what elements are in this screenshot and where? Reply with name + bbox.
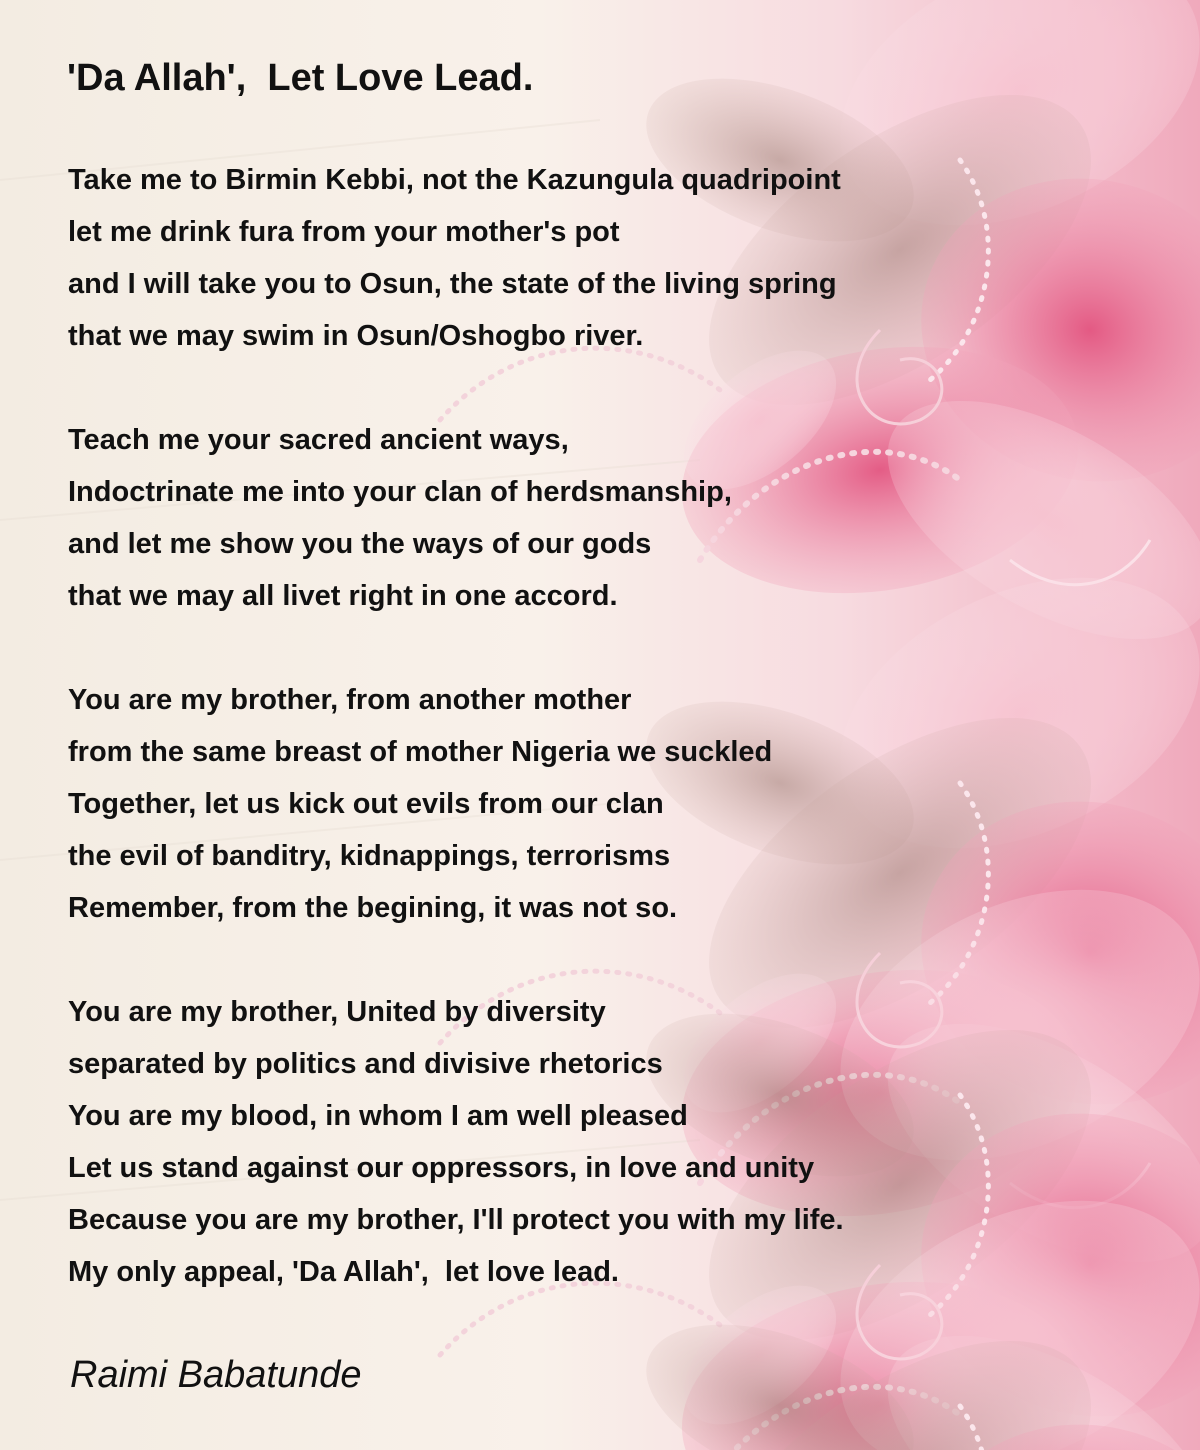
- poem-line: Together, let us kick out evils from our clan: [68, 788, 664, 820]
- poem-line: the evil of banditry, kidnappings, terrorisms: [68, 840, 671, 872]
- stanza-3: [68, 674, 1168, 934]
- poem-line: and I will take you to Osun, the state of the living spring: [68, 268, 837, 300]
- poem-line: Take me to Birmin Kebbi, not the Kazungula quadripoint: [68, 164, 841, 196]
- stanza-4: [68, 986, 1168, 1298]
- stanza-2: [68, 414, 1168, 622]
- stanza-1: [68, 154, 1168, 362]
- author-name: Raimi Babatunde: [70, 1354, 362, 1396]
- poem-line: My only appeal, 'Da Allah', let love lead.: [68, 1256, 619, 1288]
- poem-line: Remember, from the begining, it was not so.: [68, 892, 678, 924]
- poem-line: Because you are my brother, I'll protect you with my life.: [68, 1204, 844, 1236]
- poem-title: 'Da Allah', Let Love Lead.: [67, 57, 534, 99]
- poem-body: [68, 154, 1168, 1350]
- poem-line: You are my brother, United by diversity: [68, 996, 606, 1028]
- poem-line: from the same breast of mother Nigeria we suckled: [68, 736, 773, 768]
- poem-line: let me drink fura from your mother's pot: [68, 216, 620, 248]
- poem-line: You are my blood, in whom I am well pleased: [68, 1100, 688, 1132]
- poem-line: separated by politics and divisive rhetorics: [68, 1048, 663, 1080]
- poem-line: that we may all livet right in one accord.: [68, 580, 618, 612]
- poem-line: that we may swim in Osun/Oshogbo river.: [68, 320, 644, 352]
- poem-line: Teach me your sacred ancient ways,: [68, 424, 569, 456]
- poem-line: Indoctrinate me into your clan of herdsmanship,: [68, 476, 732, 508]
- poem-line: Let us stand against our oppressors, in love and unity: [68, 1152, 815, 1184]
- poem-line: You are my brother, from another mother: [68, 684, 632, 716]
- poem-line: and let me show you the ways of our gods: [68, 528, 652, 560]
